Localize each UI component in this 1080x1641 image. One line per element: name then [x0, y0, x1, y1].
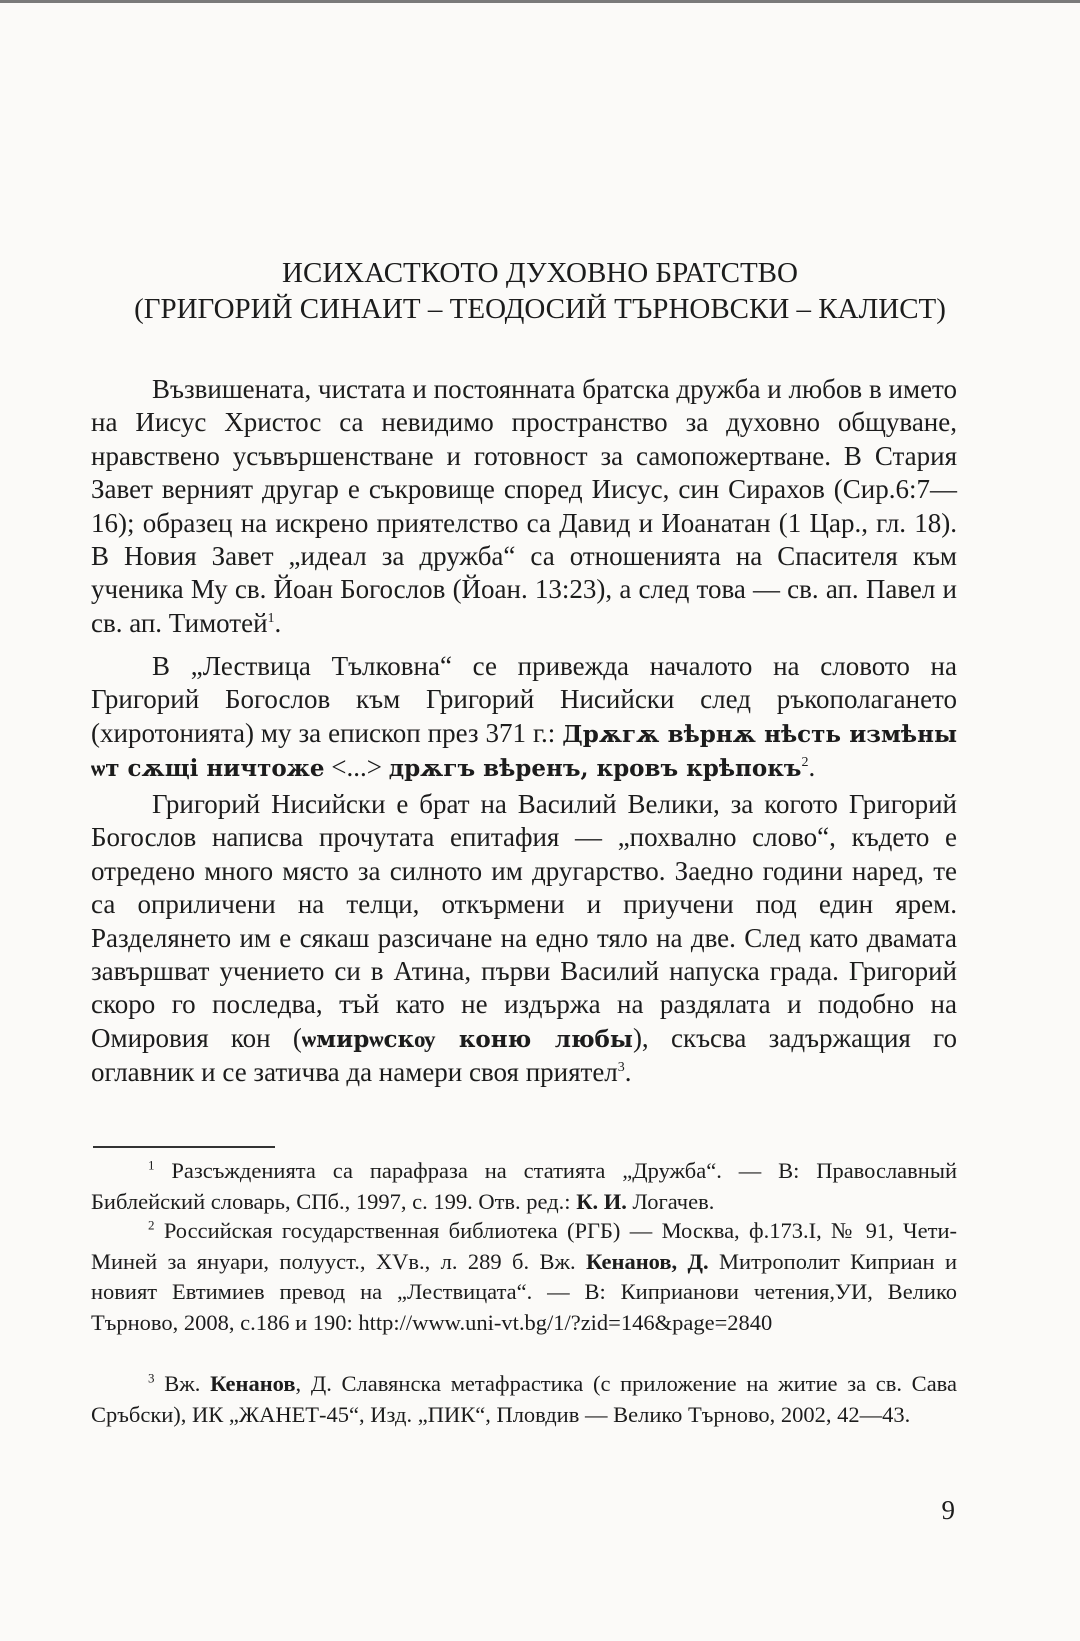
- paragraph-1-text: Възвишената, чистата и постоянната братска дружба и любов в името на Иисус Христос са невидимо пространство за духовно общуване, нравствено усъвършенстване и готовност за самопожертване. В Стария Завет верният другар е съкровище според Иисус, син Сирахов (Сир.6:7—16); образец на искрено приятелство са Давид и Иоанатан (1 Цар., гл. 18). В Новия Завет „идеал за дружба“ са отношенията на Спасителя към ученика Му св. Йоан Богослов (Йоан. 13:23), а след това — св. ап. Павел и св. ап. Тимотей: [91, 374, 957, 638]
- slavonic-quote-2: дрѫгъ вѣренъ, кровъ крѣпокъ: [388, 755, 802, 783]
- quote-ellipsis: <...>: [324, 752, 389, 783]
- footnote-2: $^2$ Российская государственная библиотека (РГБ) — Москва, ф.173.I, № 91, Чети-Миней за януари, полууст., XVв., л. 289 б. Вж. Кенанов, Д. Митрополит Киприан и новият Евтимиев превод на „Лествицата“. — В: Киприанови четения,УИ, Велико Търново, 2008, с.186 и 190: http://www.uni-vt.bg/1/?zid=146&page=2840: [91, 1217, 958, 1335]
- slavonic-quote-1: Дрѫгѫ вѣрнѫ нѣсть измѣны ѡт сѫщі ничтоже: [91, 720, 957, 783]
- slavonic-phrase: ѡмирѡскѹ коню любы: [301, 1025, 633, 1053]
- footnote-2-mark: 2: [148, 1217, 155, 1233]
- footnote-ref-2[interactable]: 2: [801, 755, 809, 771]
- footnote-ref-1[interactable]: 1: [267, 610, 275, 626]
- footnote-separator: [93, 1146, 275, 1148]
- chapter-title-line-2: (ГРИГОРИЙ СИНАИТ – ТЕОДОСИЙ ТЪРНОВСКИ – КАЛИСТ): [134, 293, 946, 325]
- paragraph-1: Възвишената, чистата и постоянната братска дружба и любов в името на Иисус Христос са невидимо пространство за духовно общуване, нравствено усъвършенстване и готовност за самопожертване. В Стария Завет верният другар е съкровище според Иисус, син Сирахов (Сир.6:7—16); образец на искрено приятелство са Давид и Иоанатан (1 Цар., гл. 18). В Новия Завет „идеал за дружба“ са отношенията на Спасителя към ученика Му св. Йоан Богослов (Йоан. 13:23), а след това — св. ап. Павел и св. ап. Тимотей$^1$.: [91, 374, 957, 638]
- paragraph-3-text: Григорий Нисийски е брат на Василий Велики, за когото Григорий Богослов написва прочутата епитафия — „похвално слово“, където е отредено много място за силното им другарство. Заедно години наред, те са оприличени на телци, откърмени и приучени под един ярем. Разделянето им е сякаш разсичане на едно тяло на две. След като двамата завършват учението си в Атина, първи Василий напуска града. Григорий скоро го последва, тъй като не издържа на раздялата и подобно на Омировия кон (: [91, 789, 957, 1053]
- footnote-ref-3[interactable]: 3: [617, 1060, 625, 1076]
- chapter-title-line-1: ИСИХАСТКОТО ДУХОВНО БРАТСТВО: [282, 257, 798, 289]
- footnote-3: $^3$ Вж. Кенанов, Д. Славянска метафрастика (с приложение на житие за св. Сава Сръбски), ИК „ЖАНЕТ-45“, Изд. „ПИК“, Пловдив — Велико Търново, 2002, 42—43.: [91, 1370, 957, 1427]
- footnote-3-author: Кенанов: [210, 1371, 296, 1396]
- page-number: 9: [941, 1495, 955, 1525]
- footnote-1: $^1$ Разсъжденията са парафраза на статията „Дружба“. — В: Православный Библейский словарь, СПб., 1997, с. 199. Отв. ред.: К. И. Логачев.: [91, 1157, 957, 1214]
- top-border-rule: [0, 0, 1080, 3]
- footnote-1-editor: К. И.: [576, 1188, 627, 1214]
- footnote-1-mark: 1: [148, 1157, 155, 1173]
- footnote-3-mark: 3: [148, 1370, 155, 1386]
- paragraph-2: В „Лествица Тълковна“ се привежда началото на словото на Григорий Богослов към Григорий Нисийски след ръкополагането (хиротонията) му за епископ през 371 г.: Дрѫгѫ вѣрнѫ нѣсть измѣны ѡт сѫщі ничтоже <...> дрѫгъ вѣренъ, кровъ крѣпокъ$^2$.: [91, 651, 957, 783]
- paragraph-2-text: В „Лествица Тълковна“ се привежда началото на словото на Григорий Богослов към Григорий Нисийски след ръкополагането (хиротонията) му за епископ през 371 г.:: [91, 651, 957, 748]
- paragraph-3-text-end: ), скъсва задържащия го оглавник и се затичва да намери своя приятел: [91, 1022, 958, 1088]
- paragraph-3: Григорий Нисийски е брат на Василий Велики, за когото Григорий Богослов написва прочутата епитафия — „похвално слово“, където е отредено много място за силното им другарство. Заедно години наред, те са оприличени на телци, откърмени и приучени под един ярем. Разделянето им е сякаш разсичане на едно тяло на две. След като двамата завършват учението си в Атина, първи Василий напуска града. Григорий скоро го последва, тъй като не издържа на раздялата и подобно на Омировия кон (ѡмирѡскѹ коню любы), скъсва задържащия го оглавник и се затичва да намери своя приятел$^3$.: [91, 789, 958, 1088]
- footnote-2-author: Кенанов, Д.: [586, 1248, 709, 1274]
